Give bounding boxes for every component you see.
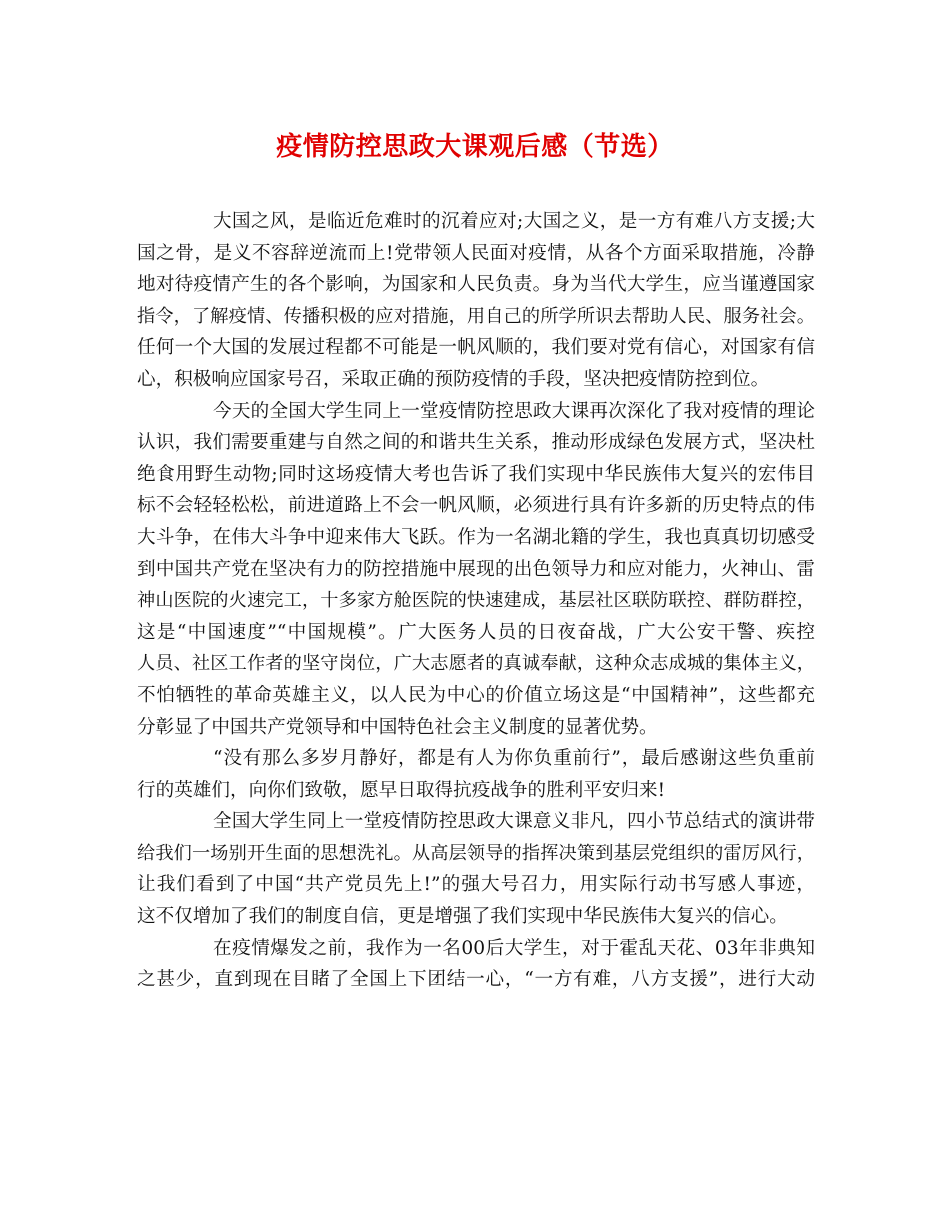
text-line: 这是“中国速度”“中国规模”。广大医务人员的日夜奋战，广大公安干警、疾控 xyxy=(137,621,815,643)
text-line: 神山医院的火速完工，十多家方舱医院的快速建成，基层社区联防联控、群防群控， xyxy=(137,590,815,612)
document-title: 疫情防控思政大课观后感（节选） xyxy=(276,132,674,162)
text-line: 心，积极响应国家号召，采取正确的预防疫情的手段，坚决把疫情防控到位。 xyxy=(137,368,770,390)
text-line: 国之骨，是义不容辞逆流而上!党带领人民面对疫情，从各个方面采取措施，冷静 xyxy=(137,242,815,264)
text-line: 指令，了解疫情、传播积极的应对措施，用自己的所学所识去帮助人民、服务社会。 xyxy=(137,305,815,327)
text-line: 让我们看到了中国“共产党员先上!”的强大号召力，用实际行动书写感人事迹， xyxy=(137,874,815,896)
text-line: 今天的全国大学生同上一堂疫情防控思政大课再次深化了我对疫情的理论 xyxy=(213,400,815,422)
text-line: 人员、社区工作者的坚守岗位，广大志愿者的真诚奉献，这种众志成城的集体主义， xyxy=(137,653,815,675)
text-line: 全国大学生同上一堂疫情防控思政大课意义非凡，四小节总结式的演讲带 xyxy=(213,811,815,833)
text-line: 任何一个大国的发展过程都不可能是一帆风顺的，我们要对党有信心，对国家有信 xyxy=(137,337,815,359)
text-line: 行的英雄们，向你们致敬，愿早日取得抗疫战争的胜利平安归来! xyxy=(137,779,666,801)
text-line: 之甚少，直到现在目睹了全国上下团结一心，“一方有难，八方支援”，进行大动 xyxy=(137,969,815,991)
text-line: 给我们一场别开生面的思想洗礼。从高层领导的指挥决策到基层党组织的雷厉风行， xyxy=(137,842,815,864)
text-line: 到中国共产党在坚决有力的防控措施中展现的出色领导力和应对能力，火神山、雷 xyxy=(137,558,815,580)
text-line: 不怕牺牲的革命英雄主义，以人民为中心的价值立场这是“中国精神”，这些都充 xyxy=(137,684,815,706)
text-line: 分彰显了中国共产党领导和中国特色社会主义制度的显著优势。 xyxy=(137,716,658,738)
text-line: 地对待疫情产生的各个影响，为国家和人民负责。身为当代大学生，应当谨遵国家 xyxy=(137,274,815,296)
document-body xyxy=(137,206,815,996)
text-line: 这不仅增加了我们的制度自信，更是增强了我们实现中华民族伟大复兴的信心。 xyxy=(137,906,788,928)
text-line: 认识，我们需要重建与自然之间的和谐共生关系，推动形成绿色发展方式，坚决杜 xyxy=(137,432,815,454)
text-line: 大国之风，是临近危难时的沉着应对;大国之义，是一方有难八方支援;大 xyxy=(213,211,815,232)
text-line: 绝食用野生动物;同时这场疫情大考也告诉了我们实现中华民族伟大复兴的宏伟目 xyxy=(137,463,815,485)
text-line: 大斗争，在伟大斗争中迎来伟大飞跃。作为一名湖北籍的学生，我也真真切切感受 xyxy=(137,526,815,548)
text-line: “没有那么多岁月静好，都是有人为你负重前行”，最后感谢这些负重前 xyxy=(213,748,815,770)
text-line: 在疫情爆发之前，我作为一名00后大学生，对于霍乱天花、03年非典知 xyxy=(213,937,815,959)
text-line: 标不会轻轻松松，前进道路上不会一帆风顺，必须进行具有许多新的历史特点的伟 xyxy=(137,495,815,517)
